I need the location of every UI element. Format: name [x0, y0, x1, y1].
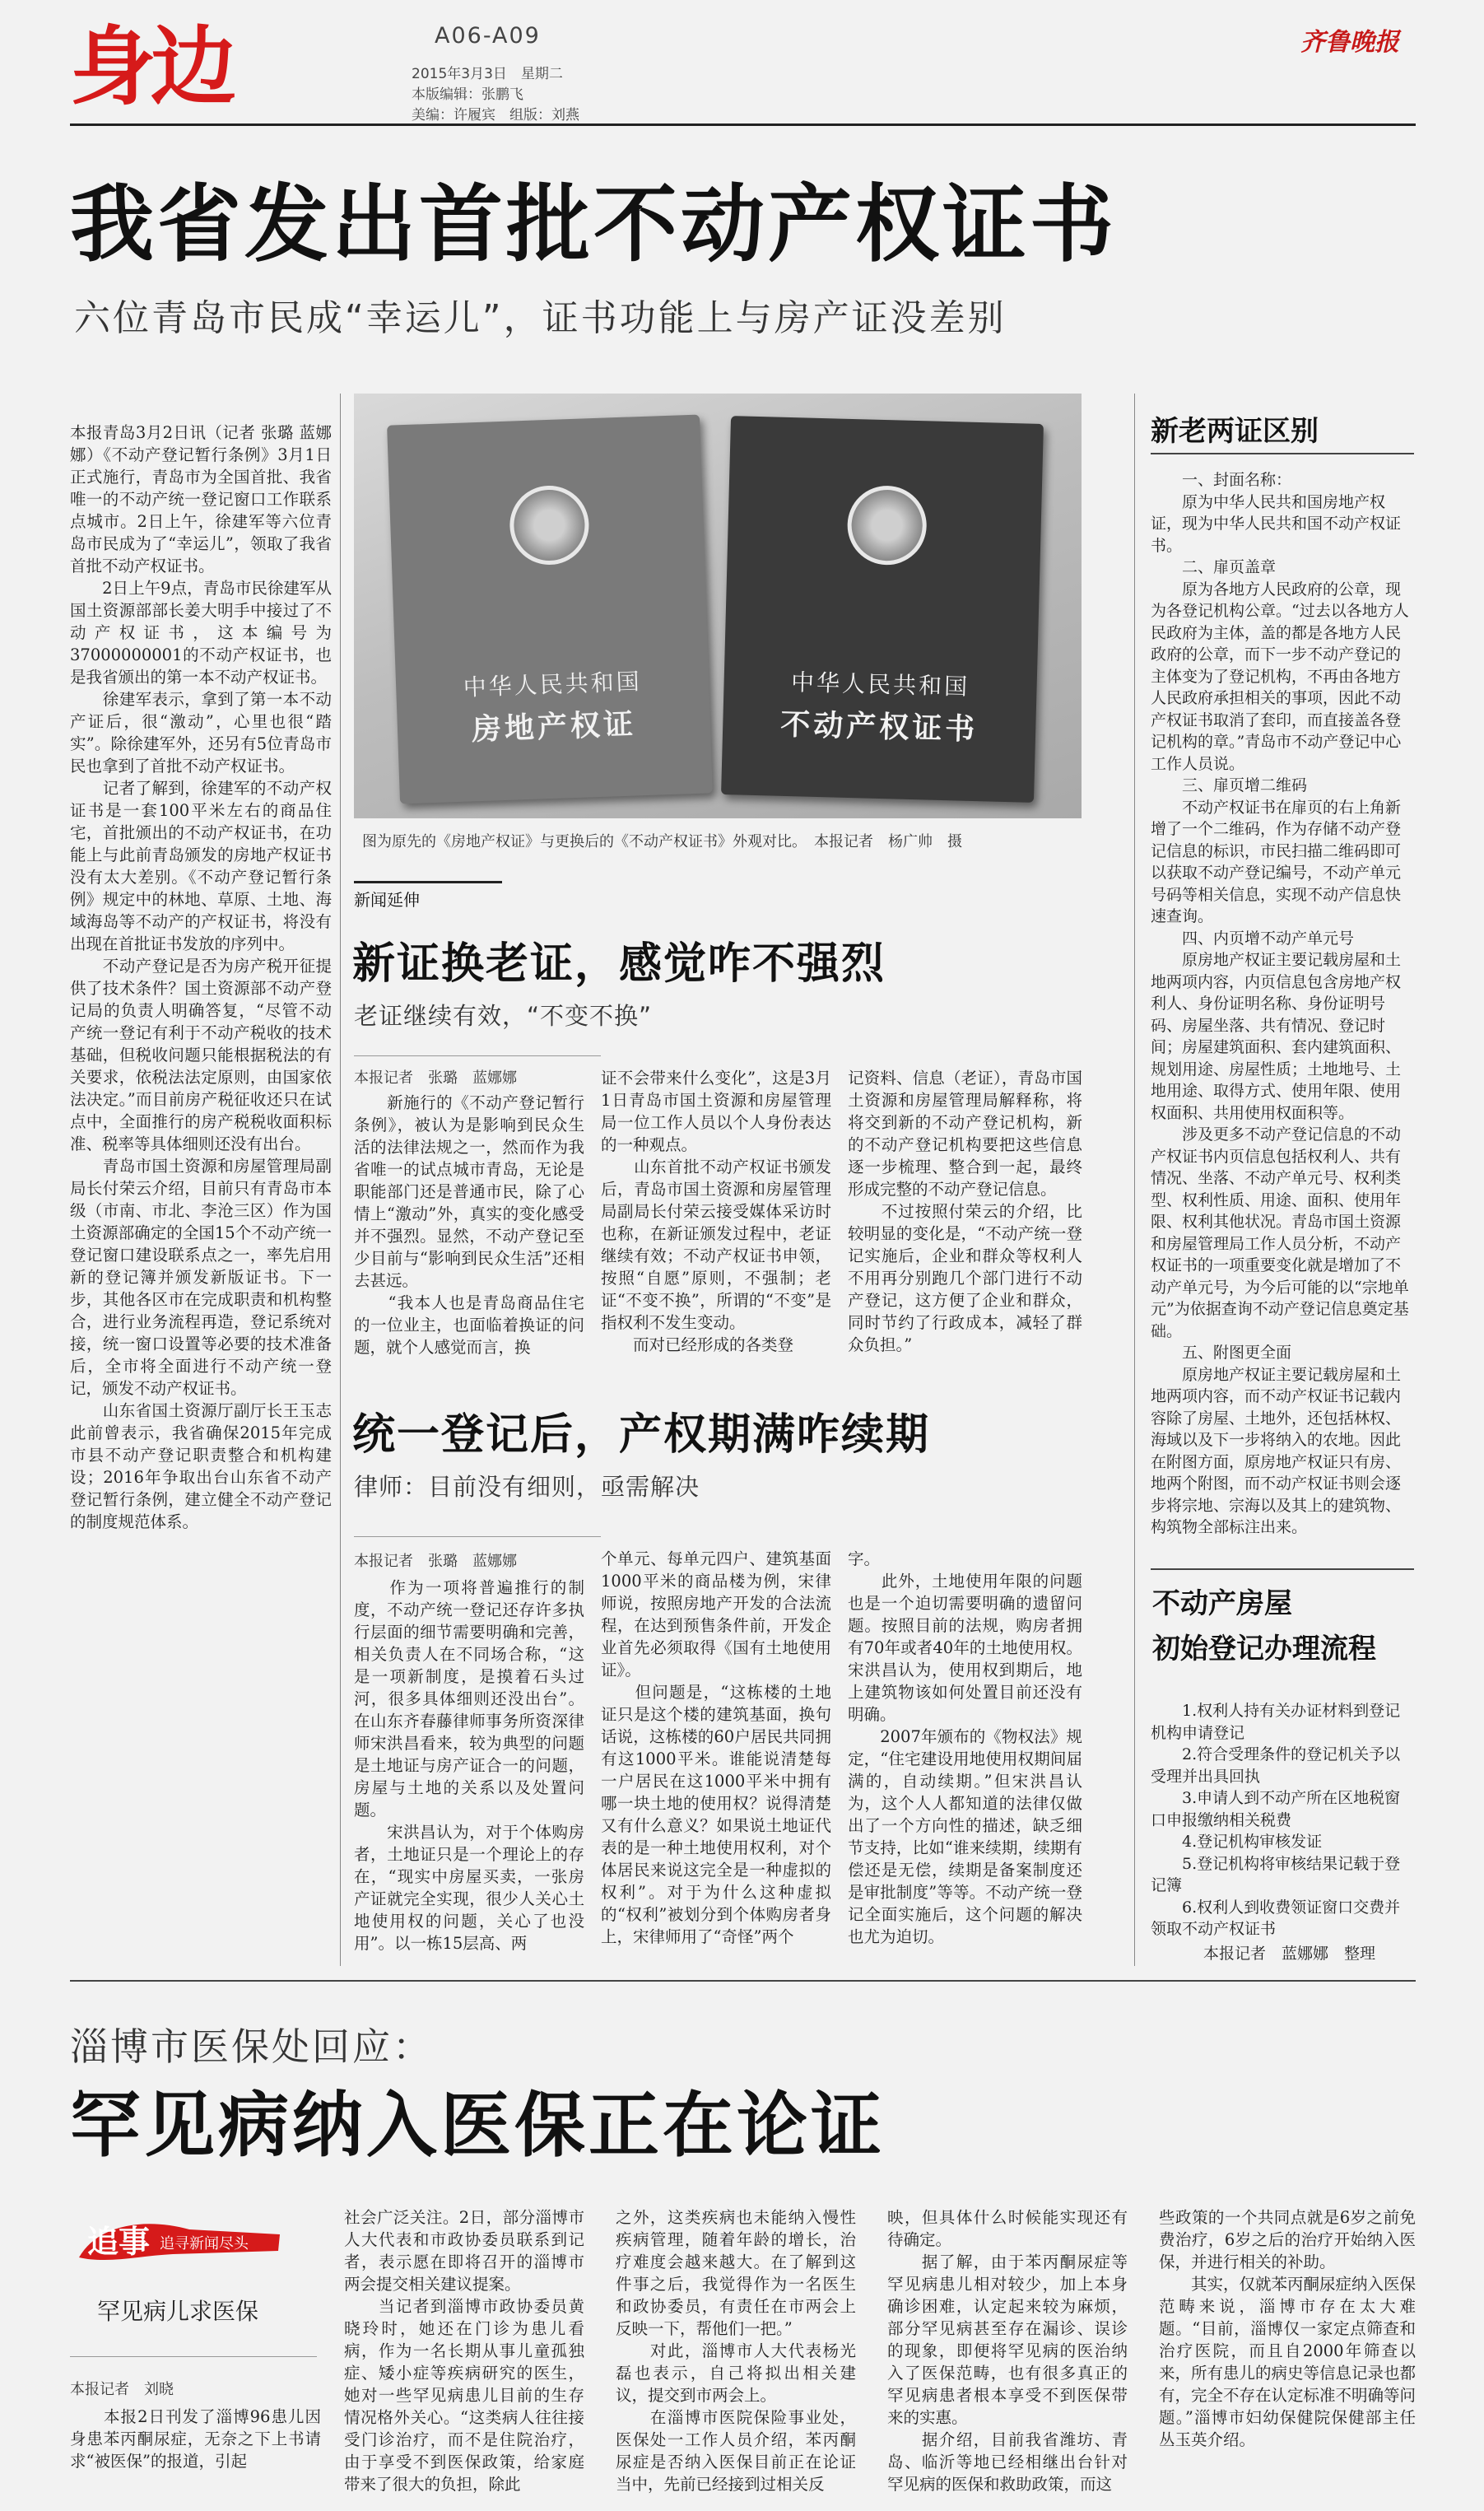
old-certificate-cover: [387, 415, 713, 804]
bottom-column-4: 映，但具体什么时候能实现还有待确定。 据了解，由于苯丙酮尿症等罕见病患儿相对较少，加上本身确诊困难，认定起来较为麻烦，部分罕见病甚至存在漏诊、误诊的现象，即便将罕见病的医治纳入了医保范畴，也有很多真正的罕见病患者根本享受不到医保带来的实惠。 据介绍，目前我省潍坊、青岛、临沂等地已经相继出台针对罕见病的医保和救助政策，而这: [887, 2208, 1128, 2494]
story2-title: 新证换老证，感觉咋不强烈: [352, 939, 886, 989]
sidebar-divider: [1134, 394, 1135, 1966]
national-emblem-icon: [846, 485, 927, 566]
sidebar2-title-line1: 不动产房屋: [1152, 1587, 1292, 1620]
section-tag: 新闻延伸: [354, 881, 502, 911]
main-story-text: 本报青岛3月2日讯（记者 张璐 蓝娜娜）《不动产登记暂行条例》3月1日正式施行，青岛市为全国首批、我省唯一的不动产统一登记窗口工作联系点城市。2日上午，徐建军等六位青岛市民成为了“幸运儿”，领取了我省首批不动产权证书。 2日上午9点，青岛市民徐建军从国土资源部部长姜大明手中接过了不动产权证书，这本编号为37000000001的不动产权证书，也是我省颁出的第一本不动产权证书。 徐建军表示，拿到了第一本不动产证后，很“激动”，心里也很“踏实”。除徐建军外，还另有5位青岛市民也拿到了首批不动产权证书。 记者了解到，徐建军的不动产权证书是一套100平米左右的商品住宅，首批颁出的不动产权证书，在功能上与此前青岛颁发的房地产权证书没有太大差别。《不动产登记暂行条例》规定中的林地、草原、土地、海域海岛等不动产的产权证书，将没有出现在首批证书发放的序列中。 不动产登记是否为房产税开征提供了技术条件？国土资源部不动产登记局的负责人明确答复，“尽管不动产统一登记有利于不动产税收的技术基础，但税收问题只能根据税法的有关要求，依税法法定原则，由国家依法决定。”而目前房产税征收还只在试点中，全面推行的房产税税收面积标准、税率等具体细则还没有出台。 青岛市国土资源和房屋管理局副局长付荣云介绍，目前只有青岛市本级（市南、市北、李沧三区）作为国土资源部确定的全国15个不动产统一登记窗口建设联系点之一，率先启用新的登记簿并颁发新版证书。下一步，其他各区市在完成职责和机构整合，进行业务流程再造，登记系统对接，统一窗口设置等必要的技术准备后，全市将全面进行不动产统一登记，颁发不动产权证书。 山东省国土资源厅副厅长王玉志此前曾表示，我省确保2015年完成市县不动产登记职责整合和机构建设；2016年争取出台山东省不动产登记暂行条例，建立健全不动产登记的制度规范体系。: [70, 423, 332, 1531]
sidebar2-credit: 本报记者 蓝娜娜 整理: [1203, 1945, 1376, 1963]
badge-title: 罕见病儿求医保: [97, 2298, 259, 2325]
bottom-rule: [70, 1980, 1416, 1982]
sidebar1-text: 一、封面名称： 原为中华人民共和国房地产权证，现为中华人民共和国不动产权证书。 二、扉页盖章 原为各地方人民政府的公章，现为各登记机构公章。“过去以各地方人民政府为主体，盖的都是各地方人民政府的公章，而下一步不动产登记的主体变为了登记机构，不再由各地方人民政府承担相关的事项，因此不动产权证书取消了套印，而直接盖各登记机构的章。”青岛市不动产登记中心工作人员说。 三、扉页增二维码 不动产权证书在扉页的右上角新增了一个二维码，作为存储不动产登记信息的标识，市民扫描二维码即可以获取不动产登记编号，不动产单元号码等相关信息，实现不动产信息快速查询。 四、内页增不动产单元号 原房地产权证主要记载房屋和土地两项内容，内页信息包含房地产权利人、身份证明名称、身份证明号码、房屋坐落、共有情况、登记时间；房屋建筑面积、套内建筑面积、规划用途、房屋性质；土地地号、土地用途、取得方式、使用年限、使用权面积、共用使用权面积等。 涉及更多不动产登记信息的不动产权证书内页信息包括权利人、共有情况、坐落、不动产单元号、权利类型、权利性质、用途、面积、使用年限、权利其他状况。青岛市国土资源和房屋管理局工作人员分析，不动产权证书的一项重要变化就是增加了不动产单元号，为今后可能的以“宗地单元”为依据查询不动产登记信息奠定基础。 五、附图更全面 原房地产权证主要记载房屋和土地两项内容，而不动产权证书记载内容除了房屋、土地外，还包括林权、海域以及下一步将纳入的农地。因此在附图方面，原房地产权证只有房、地两个附图，而不动产权证书则会逐步将宗地、宗海以及其上的建筑物、构筑物全部标注出来。: [1151, 471, 1409, 1536]
badge-rule: [70, 2356, 317, 2357]
old-cert-country: 中华人民共和国: [463, 668, 643, 701]
story3-title: 统一登记后，产权期满咋续期: [352, 1410, 931, 1460]
sidebar1-rule: [1151, 453, 1414, 454]
bottom-column-1: 本报2日刊发了淄博96患儿因身患苯丙酮尿症，无奈之下上书请求“被医保”的报道，引起: [70, 2407, 321, 2471]
newspaper-name: 齐鲁晚报: [1300, 28, 1399, 57]
page-design: 美编：许履宾 组版：刘燕: [412, 107, 579, 123]
bottom-headline: 罕见病纳入医保正在论证: [70, 2085, 885, 2167]
new-cert-title: 不动产权证书: [779, 706, 979, 748]
story3-rule: [354, 1536, 601, 1537]
badge-text: 追事: [87, 2223, 151, 2260]
badge-subtext: 追寻新闻尽头: [160, 2235, 249, 2252]
bottom-column-5: 些政策的一个共同点就是6岁之前免费治疗，6岁之后的治疗开始纳入医保，并进行相关的补助。 其实，仅就苯丙酮尿症纳入医保范畴来说，淄博市存在太大难题。“目前，淄博仅一家定点筛查和治疗医院，而且自2000年筛查以来，所有患儿的病史等信息记录也都有，完全不存在认定标准不明确等问题。”淄博市妇幼保健院保健部主任丛玉英介绍。: [1159, 2208, 1416, 2449]
new-certificate-cover: [721, 416, 1044, 803]
story2-subtitle: 老证继续有效，“不变不换”: [354, 1002, 653, 1030]
main-headline: 我省发出首批不动产权证书: [70, 176, 1117, 274]
masthead-meta: [412, 64, 579, 126]
main-subhead: 六位青岛市民成“幸运儿”，证书功能上与房产证没差别: [74, 297, 1007, 339]
section-logo: 身边: [70, 16, 232, 117]
masthead-rule: [70, 123, 1416, 126]
story2-column-1: 新施行的《不动产登记暂行条例》，被认为是影响到民众生活的法律法规之一，然而作为我省唯一的试点城市青岛，无论是职能部门还是普通市民，除了心情上“激动”外，真实的变化感受并不强烈。显然，不动产登记至少目前与“影响到民众生活”还相去甚远。 “我本人也是青岛商品住宅的一位业主，也面临着换证的问题，就个人感觉而言，换: [354, 1093, 584, 1357]
old-cert-title: 房地产权证: [471, 706, 637, 748]
story3-byline: 本报记者 张璐 蓝娜娜: [354, 1553, 517, 1570]
bottom-column-3: 之外，这类疾病也未能纳入慢性疾病管理，随着年龄的增长，治疗难度会越来越大。在了解到这件事之后，我觉得作为一名医生和政协委员，有责任在市两会上反映一下，帮他们一把。” 对此，淄博市人大代表杨光磊也表示，自己将拟出相关建议，提交到市两会上。 在淄博市医院保险事业处，医保处一工作人员介绍，苯丙酮尿症是否纳入医保目前正在论证当中，先前已经接到过相关反: [616, 2208, 856, 2494]
zhuishi-badge-icon: [74, 2215, 284, 2267]
bottom-kicker: 淄博市医保处回应：: [70, 2024, 433, 2069]
page-editor: 本版编辑：张鹏飞: [412, 86, 523, 103]
sidebar1-title: 新老两证区别: [1151, 415, 1319, 448]
national-emblem-icon: [509, 484, 590, 566]
bottom-byline: 本报记者 刘晓: [70, 2381, 174, 2398]
story3-column-1: 作为一项将普遍推行的制度，不动产统一登记还存许多执行层面的细节需要明确和完善，相关负责人在不同场合称，“这是一项新制度，是摸着石头过河，很多具体细则还没出台”。在山东齐春藤律师事务所资深律师宋洪昌看来，较为典型的问题是土地证与房产证合一的问题，房屋与土地的关系以及处置问题。 宋洪昌认为，对于个体购房者，土地证只是一个理论上的存在，“现实中房屋买卖，一张房产证就完全实现，很少人关心土地使用权的问题，关心了也没用”。以一栋15层高、两: [354, 1578, 584, 1953]
story2-byline: 本报记者 张璐 蓝娜娜: [354, 1069, 517, 1087]
sidebar2-steps: 1.权利人持有关办证材料到登记机构申请登记 2.符合受理条件的登记机关予以受理并出具回执 3.申请人到不动产所在区地税窗口申报缴纳相关税费 4.登记机构审核发证 5.登记机构将审核结果记载于登记簿 6.权利人到收费领证窗口交费并领取不动产权证书: [1151, 1702, 1401, 1938]
story3-column-2: 个单元、每单元四户、建筑基面1000平米的商品楼为例，宋律师说，按照房地产开发的合法流程，在达到预售条件前，开发企业首先必须取得《国有土地使用证》。 但问题是，“这栋楼的土地证只是这个楼的建筑基面，换句话说，这栋楼的60户居民共同拥有这1000平米。谁能说清楚每一户居民在这1000平米中拥有哪一块土地的使用权？说得清楚又有什么意义？如果说土地证代表的是一种土地使用权利，对个体居民来说这完全是一种虚拟的权利”。对于为什么这种虚拟的“权利”被划分到个体购房者身上，宋律师用了“奇怪”两个: [601, 1549, 831, 1946]
story2-column-2: 证不会带来什么变化”，这是3月1日青岛市国土资源和房屋管理局一位工作人员以个人身份表达的一种观点。 山东首批不动产权证书颁发后，青岛市国土资源和房屋管理局副局长付荣云接受媒体采访时也称，在新证颁发过程中，老证继续有效；不动产权证书申领，按照“自愿”原则，不强制；老证“不变不换”，所谓的“不变”是指权利不发生变动。 而对已经形成的各类登: [601, 1069, 831, 1354]
certificate-photo: [354, 394, 1082, 818]
photo-caption: 图为原先的《房地产权证》与更换后的《不动产权证书》外观对比。 本报记者 杨广帅 摄: [362, 833, 962, 850]
story3-subtitle: 律师：目前没有细则，亟需解决: [354, 1473, 700, 1501]
story2-column-3: 记资料、信息（老证），青岛市国土资源和房屋管理局解释称，将将交到新的不动产登记机构，新的不动产登记机构要把这些信息逐一步梳理、整合到一起，最终形成完整的不动产登记信息。 不过按照付荣云的介绍，比较明显的变化是，“不动产统一登记实施后，企业和群众等权利人不用再分别跑几个部门进行不动产登记，这方便了企业和群众，同时节约了行政成本，减轻了群众负担。”: [848, 1069, 1082, 1354]
bottom-column-2: 社会广泛关注。2日，部分淄博市人大代表和市政协委员联系到记者，表示愿在即将召开的淄博市两会提交相关建议提案。 当记者到淄博市政协委员黄晓玲时，她还在门诊为患儿看病，作为一名长期从事儿童孤独症、矮小症等疾病研究的医生，她对一些罕见病患儿目前的生存情况格外关心。“这类病人往往接受门诊治疗，而不是住院治疗，由于享受不到医保政策，给家庭带来了很大的负担，除此: [344, 2208, 584, 2494]
sidebar2-top-rule: [1151, 1568, 1414, 1570]
page-range: A06-A09: [435, 23, 541, 49]
sidebar2-title-line2: 初始登记办理流程: [1152, 1633, 1376, 1665]
story2-rule: [354, 1055, 601, 1056]
story3-column-3: 字。 此外，土地使用年限的问题也是一个迫切需要明确的遗留问题。按照目前的法规，购房者拥有70年或者40年的土地使用权。宋洪昌认为，使用权到期后，地上建筑物该如何处置目前还没有明确。 2007年颁布的《物权法》规定，“住宅建设用地使用权期间届满的，自动续期。”但宋洪昌认为，这个人人都知道的法律仅做出了一个方向性的描述，缺乏细节支持，比如“谁来续期，续期有偿还是无偿，续期是备案制度还是审批制度”等等。不动产统一登记全面实施后，这个问题的解决也尤为迫切。: [848, 1549, 1082, 1946]
column-divider: [340, 394, 341, 1966]
new-cert-country: 中华人民共和国: [790, 669, 970, 701]
issue-date: 2015年3月3日 星期二: [412, 66, 563, 82]
